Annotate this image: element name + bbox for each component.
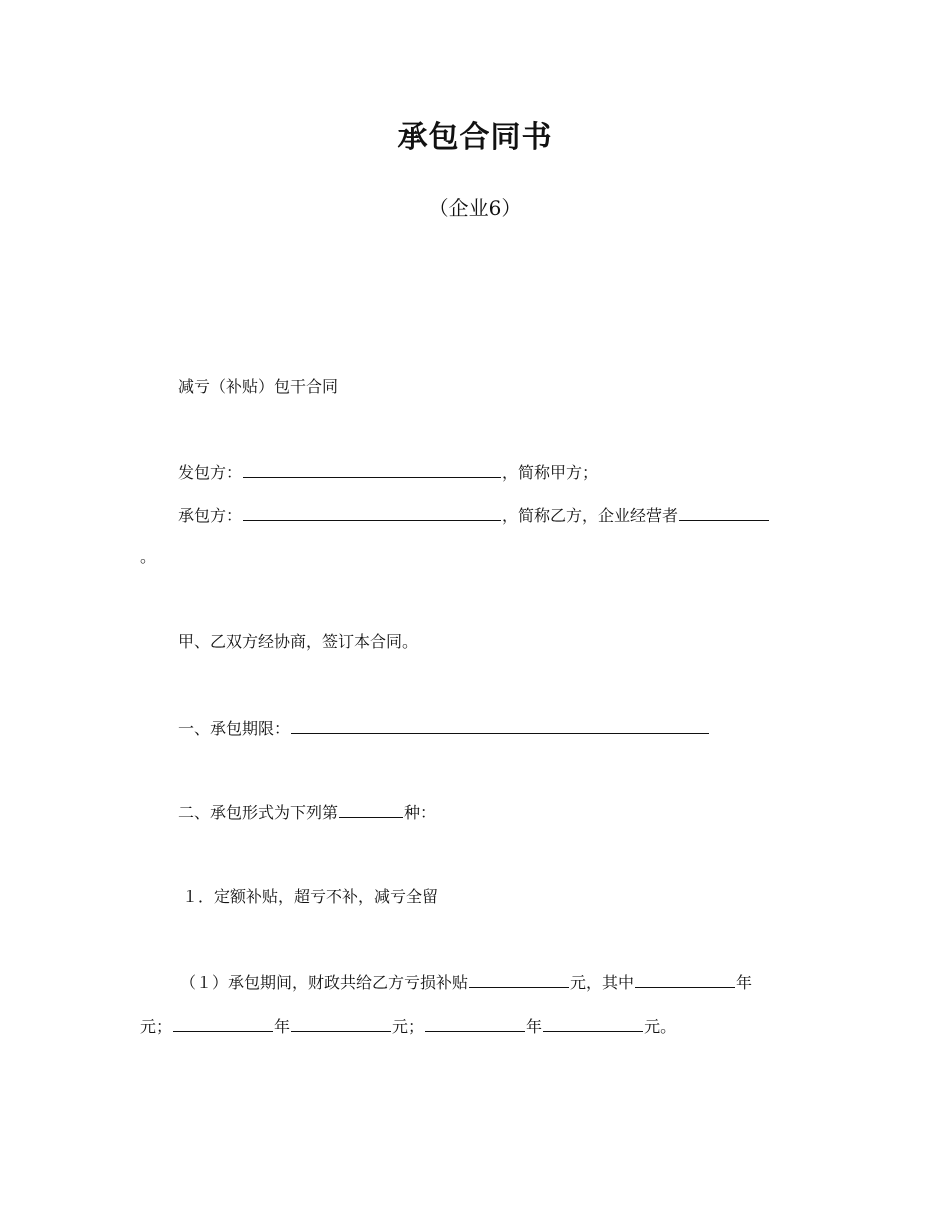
intro-text: 甲、乙双方经协商，签订本合同。 — [178, 632, 419, 651]
party-b-blank[interactable] — [243, 504, 501, 521]
document-subtitle: （企业6） — [428, 196, 522, 220]
party-a-suffix: ，简称甲方； — [502, 463, 599, 482]
party-b-end: 。 — [140, 547, 157, 566]
party-a-line — [178, 461, 598, 484]
clause-1-part6: 元； — [392, 1017, 425, 1036]
term-line — [178, 717, 710, 740]
form-line — [178, 801, 436, 824]
form-prefix: 二、承包形式为下列第 — [178, 803, 339, 822]
year-2-blank[interactable] — [173, 1015, 273, 1032]
clause-1-part3: 年 — [736, 973, 753, 992]
contract-heading: 减亏（补贴）包干合同 — [178, 377, 339, 396]
clause-1-part1: （１）承包期间，财政共给乙方亏损补贴 — [180, 973, 469, 992]
party-b-label: 承包方： — [178, 506, 243, 525]
amount-2-blank[interactable] — [291, 1015, 391, 1032]
term-label: 一、承包期限： — [178, 719, 291, 738]
party-a-label: 发包方： — [178, 463, 243, 482]
clause-1-part7: 年 — [526, 1017, 543, 1036]
amount-3-blank[interactable] — [543, 1015, 643, 1032]
clause-1-line-1 — [180, 971, 752, 994]
party-a-blank[interactable] — [243, 461, 501, 478]
party-b-suffix: ，简称乙方，企业经营者 — [502, 506, 679, 525]
document-title: 承包合同书 — [397, 120, 553, 155]
term-blank[interactable] — [291, 717, 709, 734]
clause-1-part4: 元； — [140, 1017, 173, 1036]
party-b-line — [178, 504, 770, 527]
form-blank[interactable] — [339, 801, 403, 818]
subsidy-total-blank[interactable] — [469, 971, 569, 988]
clause-1-part8: 元。 — [644, 1017, 677, 1036]
form-suffix: 种： — [404, 803, 437, 822]
year-3-blank[interactable] — [425, 1015, 525, 1032]
clause-1-part5: 年 — [274, 1017, 291, 1036]
clause-1-line-2 — [140, 1015, 676, 1038]
item-1: １．定额补贴，超亏不补，减亏全留 — [182, 887, 439, 906]
clause-1-part2: 元，其中 — [570, 973, 635, 992]
manager-blank[interactable] — [679, 504, 769, 521]
year-1-blank[interactable] — [635, 971, 735, 988]
